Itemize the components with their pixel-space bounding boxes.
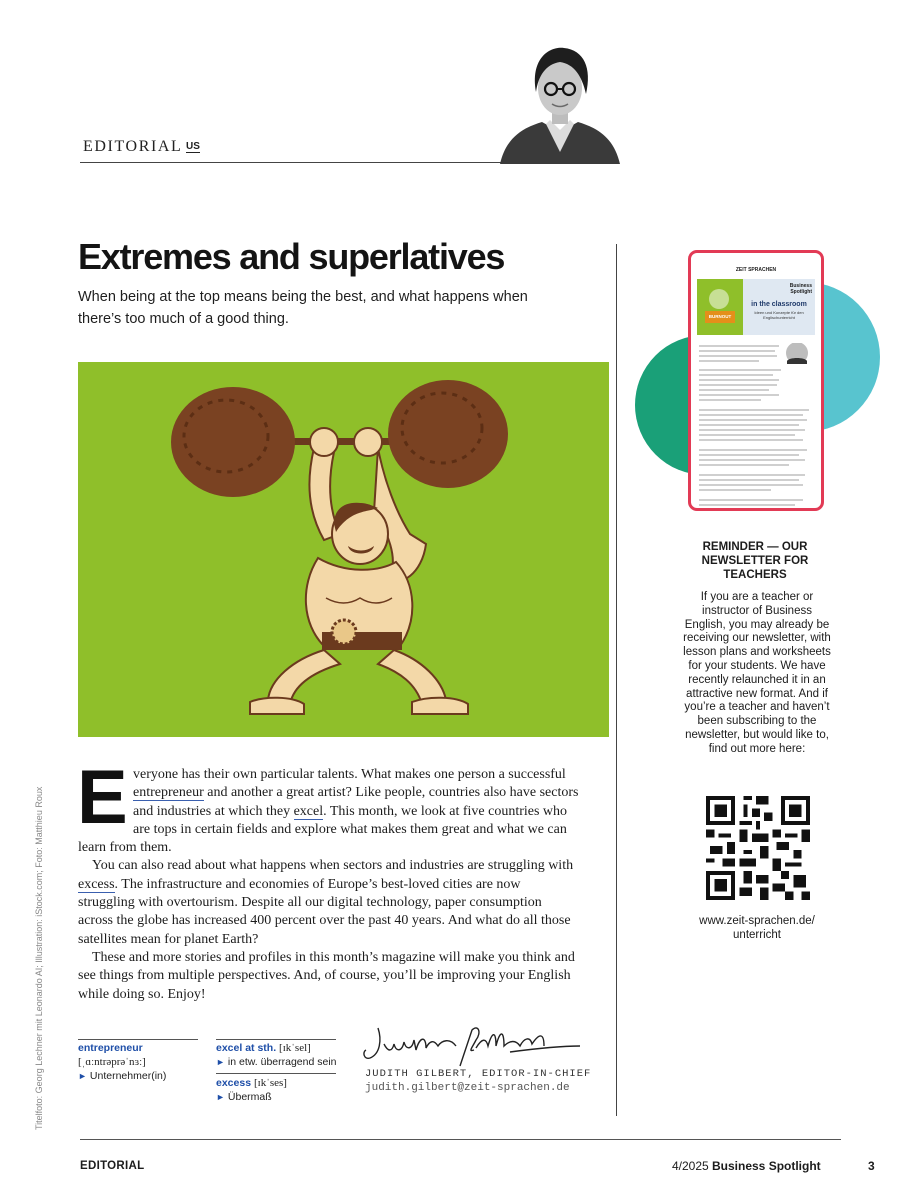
phone-subheadline: Ideen und Konzepte für den Englischunterricht: [754, 310, 804, 320]
photo-credit: Titelfoto: Georg Lechner mit Leonardo AI; Illustration: iStock.com; Foto: Matthieu Roux: [34, 786, 44, 1130]
footer-divider: [80, 1139, 841, 1140]
strongman-illustration: [78, 362, 609, 737]
dropcap: E: [77, 755, 128, 840]
arrow-icon: ►: [216, 1057, 225, 1067]
phone-cover-thumbnail: [697, 279, 743, 335]
glossary-translation: in etw. überragend sein: [227, 1056, 337, 1068]
section-label: EDITORIAL: [83, 138, 183, 155]
column-divider: [616, 244, 617, 1116]
glossary-rule-1: [78, 1039, 198, 1040]
gloss-link-entrepreneur: entrepreneur: [133, 785, 204, 801]
strongman-drawing: [78, 362, 609, 737]
page-number: 3: [868, 1159, 875, 1173]
body-paragraph-2: [78, 857, 580, 948]
glossary-entry-excess: [216, 1076, 356, 1104]
gloss-link-excel: excel: [293, 803, 324, 819]
phone-banner: [743, 279, 815, 335]
glossary-entry-excel: [216, 1041, 356, 1069]
phone-brand-2: Spotlight: [790, 289, 812, 295]
body-text: . The infrastructure and economies of Europe’s best-loved cities are now struggling with overtourism. Despite all our digital technology, paper consumption across the globe has increased 400 percent over the past 40 years. And what do all those satellites mean for planet Earth?: [78, 876, 571, 947]
arrow-icon: ►: [78, 1071, 87, 1081]
headline: Extremes and superlatives: [78, 236, 505, 277]
glossary-phonetic: [ɪkˈsel]: [279, 1042, 311, 1054]
glossary-rule-3: [216, 1073, 336, 1074]
phone-brand-1: Business: [789, 283, 812, 289]
newsletter-link[interactable]: www.zeit-sprachen.de/ unterricht: [699, 915, 815, 941]
handwritten-signature: [360, 1022, 582, 1070]
glossary-rule-2: [216, 1039, 336, 1040]
glossary-term: excess: [216, 1077, 252, 1089]
footer-magazine-name: Business Spotlight: [712, 1159, 821, 1173]
language-badge: US: [186, 141, 200, 152]
phone-publisher: ZEIT SPRACHEN: [735, 267, 777, 273]
newsletter-phone-mockup: [688, 250, 824, 511]
phone-cover-tag: BURNOUT: [705, 311, 735, 323]
glossary-term: entrepreneur: [78, 1042, 143, 1054]
body-paragraph-1: [77, 755, 580, 857]
phone-headline: in the classroom: [751, 301, 807, 308]
signature-name: JUDITH GILBERT, EDITOR-IN-CHIEF: [365, 1068, 592, 1080]
glossary-translation: Übermaß: [227, 1091, 272, 1103]
gloss-link-excess: excess: [78, 876, 115, 892]
glossary-term: excel at sth.: [216, 1042, 277, 1054]
phone-header: [697, 279, 815, 335]
editor-portrait: [500, 40, 620, 164]
signature-email: judith.gilbert@zeit-sprachen.de: [365, 1082, 570, 1094]
body-text: . This month, we look at five countries who are tops in certain fields and explore what makes them great and what we can learn from them.: [78, 803, 568, 856]
glossary-translation: Unternehmer(in): [89, 1070, 167, 1082]
footer-section-label: EDITORIAL: [80, 1160, 145, 1172]
body-paragraph-3: These and more stories and profiles in this month’s magazine will make you think and see things from multiple perspectives. And, of course, you’ll be improving your English while doing so. Enjoy!: [78, 949, 575, 1002]
body-text: veryone has their own particular talents. What makes one person a successful: [133, 767, 566, 782]
glossary-phonetic: [ɪkˈses]: [253, 1077, 287, 1089]
glossary-phonetic: [ˌɑːntrəprəˈnɜː]: [78, 1056, 146, 1068]
body-text: and another a great artist? Like people, countries also have sectors and industries at which they: [133, 785, 579, 819]
article-body: [77, 755, 580, 1004]
sidebar-text: If you are a teacher or instructor of Business English, you may already be receiving our newsletter, with lesson plans and worksheets for your students. We have recently relaunched it in an attractive new format. And if you’re a teacher and haven’t been subscribing to the newsletter, but would like to, find out more here:: [683, 591, 831, 755]
qr-code-icon[interactable]: [706, 796, 810, 900]
standfirst: When being at the top means being the best, and what happens when there’s too much of a good thing.: [78, 289, 528, 327]
phone-cover-art: [709, 289, 729, 309]
sidebar-title: REMINDER — OUR NEWSLETTER FOR TEACHERS: [701, 541, 809, 581]
phone-text-lines: [691, 343, 815, 511]
body-text: You can also read about what happens when sectors and industries are struggling with: [92, 858, 574, 874]
glossary-entry-entrepreneur: [78, 1041, 206, 1083]
arrow-icon: ►: [216, 1092, 225, 1102]
footer-issue: 4/2025: [672, 1159, 709, 1173]
